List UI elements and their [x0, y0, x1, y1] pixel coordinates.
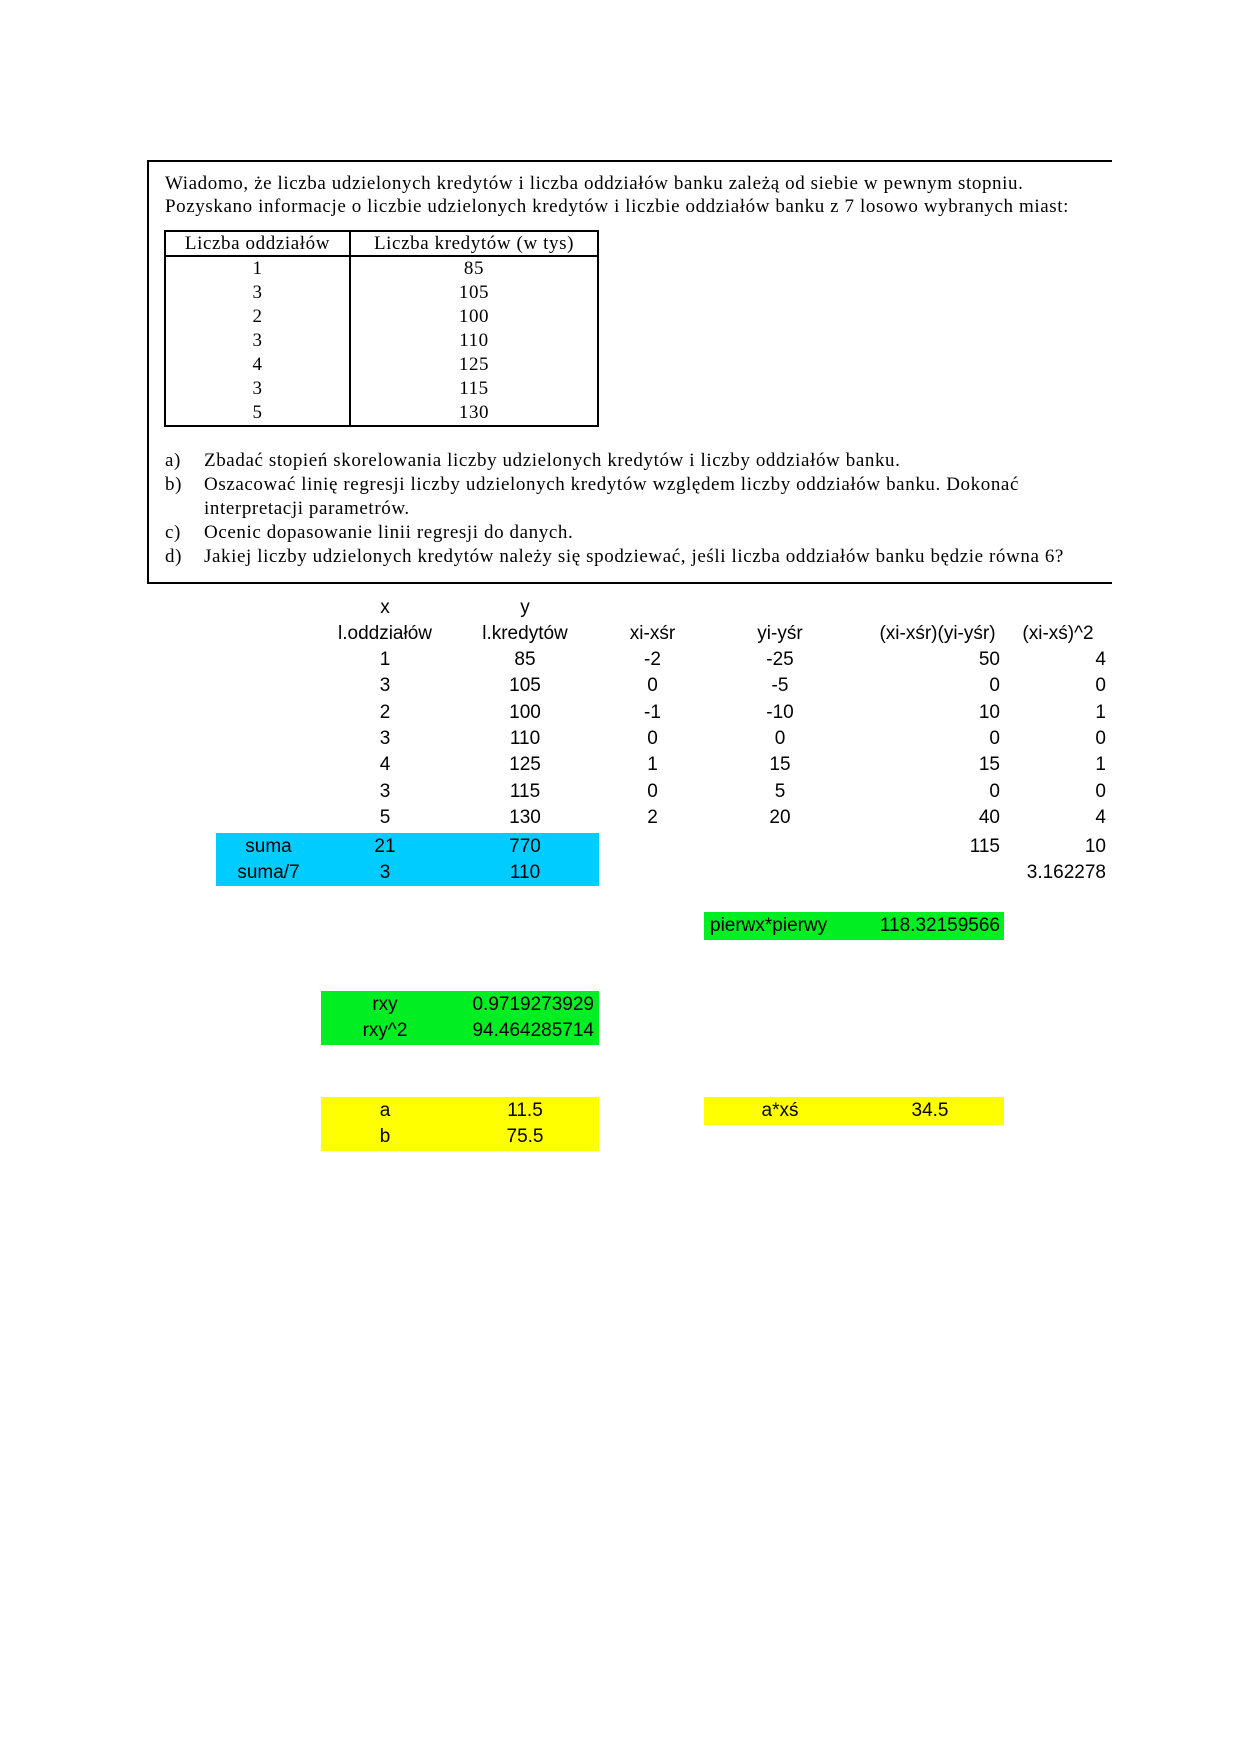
row-y: 85	[514, 649, 536, 670]
b-label: b	[379, 1126, 391, 1147]
row-x: 3	[379, 727, 391, 749]
row-product: 15	[978, 754, 1000, 776]
table-cell: 115	[350, 377, 598, 401]
col-y-label: y	[520, 597, 530, 618]
table-cell: 105	[350, 281, 598, 305]
question-label: d)	[165, 546, 183, 567]
row-y: 115	[509, 780, 541, 802]
row-product: 0	[989, 675, 1000, 697]
suma-y: 770	[509, 836, 541, 857]
row-y: 130	[509, 806, 541, 828]
row-x: 3	[379, 780, 391, 802]
rxy2-label: rxy^2	[362, 1020, 408, 1041]
row-y: 105	[509, 675, 541, 697]
row-dx: 0	[647, 675, 658, 697]
row-y: 125	[509, 754, 541, 776]
row-square: 1	[1095, 754, 1106, 776]
b-value: 75.5	[506, 1126, 544, 1147]
row-dy: 0	[774, 727, 786, 749]
question-text: Oszacować linię regresji liczby udzielonych kredytów względem liczby oddziałów banku. Dokonać	[204, 474, 1020, 495]
row-square: 0	[1095, 675, 1106, 697]
question-text: Jakiej liczby udzielonych kredytów należy się spodziewać, jeśli liczba oddziałów banku będzie równa 6?	[204, 546, 1064, 567]
header-oddzialow: l.oddziałów	[338, 623, 432, 644]
table-cell: 85	[350, 256, 598, 281]
question-text: interpretacji parametrów.	[204, 498, 410, 519]
row-dy: 5	[774, 780, 786, 802]
row-x: 5	[379, 806, 391, 828]
row-dx: -1	[644, 701, 661, 723]
question-label: c)	[165, 522, 181, 543]
suma-label: suma	[245, 836, 292, 857]
row-y: 110	[509, 727, 541, 749]
row-dx: 2	[647, 806, 658, 828]
question-text: Zbadać stopień skorelowania liczby udzielonych kredytów i liczby oddziałów banku.	[204, 450, 901, 471]
row-y: 100	[509, 701, 541, 723]
header-xi-xsr: xi-xśr	[629, 623, 676, 644]
table-cell: 5	[165, 401, 350, 426]
question-label: a)	[165, 450, 181, 471]
axs-value: 34.5	[911, 1100, 949, 1121]
row-product: 10	[978, 701, 1000, 723]
table-cell: 3	[165, 281, 350, 305]
row-dy: -25	[766, 649, 794, 670]
suma7-square: 3.162278	[1026, 862, 1106, 883]
pierw-label: pierwx*pierwy	[710, 915, 828, 936]
row-square: 0	[1095, 727, 1106, 749]
table-cell: 110	[350, 329, 598, 353]
suma-square: 10	[1084, 836, 1106, 857]
rxy2-value: 94.464285714	[472, 1020, 594, 1041]
intro-line: Pozyskano informacje o liczbie udzielonych kredytów i liczbie oddziałów banku z 7 losowo wybranych miast:	[165, 196, 1070, 217]
row-product: 0	[989, 780, 1000, 802]
row-dy: 15	[769, 754, 791, 776]
row-product: 0	[989, 727, 1000, 749]
row-x: 4	[379, 754, 391, 776]
table-cell: 3	[165, 377, 350, 401]
col-x-label: x	[380, 597, 390, 618]
pierw-value: 118.32159566	[879, 915, 1000, 936]
table-cell: 100	[350, 305, 598, 329]
table-cell: 2	[165, 305, 350, 329]
row-dx: -2	[644, 649, 661, 670]
row-product: 50	[978, 649, 1000, 670]
row-square: 0	[1095, 780, 1106, 802]
table-cell: 4	[165, 353, 350, 377]
row-x: 1	[379, 649, 391, 670]
row-square: 1	[1095, 701, 1106, 723]
row-dy: 20	[769, 806, 791, 828]
suma-product: 115	[969, 836, 1000, 857]
table-header: Liczba kredytów (w tys)	[350, 231, 598, 256]
table-cell: 130	[350, 401, 598, 426]
row-x: 2	[379, 701, 391, 723]
row-product: 40	[978, 806, 1000, 828]
table-cell: 1	[165, 256, 350, 281]
question-text: Ocenic dopasowanie linii regresji do danych.	[204, 522, 574, 543]
row-dx: 0	[647, 727, 658, 749]
row-dx: 1	[647, 754, 658, 776]
row-x: 3	[379, 675, 391, 697]
suma7-y: 110	[509, 862, 541, 883]
row-dy: -5	[771, 675, 789, 697]
a-label: a	[379, 1100, 391, 1121]
suma7-x: 3	[379, 862, 391, 883]
suma7-label: suma/7	[237, 862, 300, 883]
question-label: b)	[165, 474, 183, 495]
header-kredytow: l.kredytów	[482, 623, 568, 644]
axs-label: a*xś	[761, 1100, 799, 1121]
table-cell: 3	[165, 329, 350, 353]
a-value: 11.5	[507, 1100, 543, 1121]
row-square: 4	[1095, 649, 1106, 670]
row-dy: -10	[766, 701, 794, 723]
rxy-value: 0.9719273929	[472, 994, 594, 1015]
row-square: 4	[1095, 806, 1106, 828]
row-dx: 0	[647, 780, 658, 802]
table-header: Liczba oddziałów	[165, 231, 350, 256]
suma-x: 21	[374, 836, 396, 857]
intro-line: Wiadomo, że liczba udzielonych kredytów i liczba oddziałów banku zależą od siebie w pewnym stopniu.	[165, 173, 1024, 194]
header-square: (xi-xś)^2	[1022, 623, 1094, 644]
header-yi-ysr: yi-yśr	[757, 623, 803, 644]
table-cell: 125	[350, 353, 598, 377]
rxy-label: rxy	[372, 994, 398, 1015]
header-product: (xi-xśr)(yi-yśr)	[879, 623, 996, 644]
